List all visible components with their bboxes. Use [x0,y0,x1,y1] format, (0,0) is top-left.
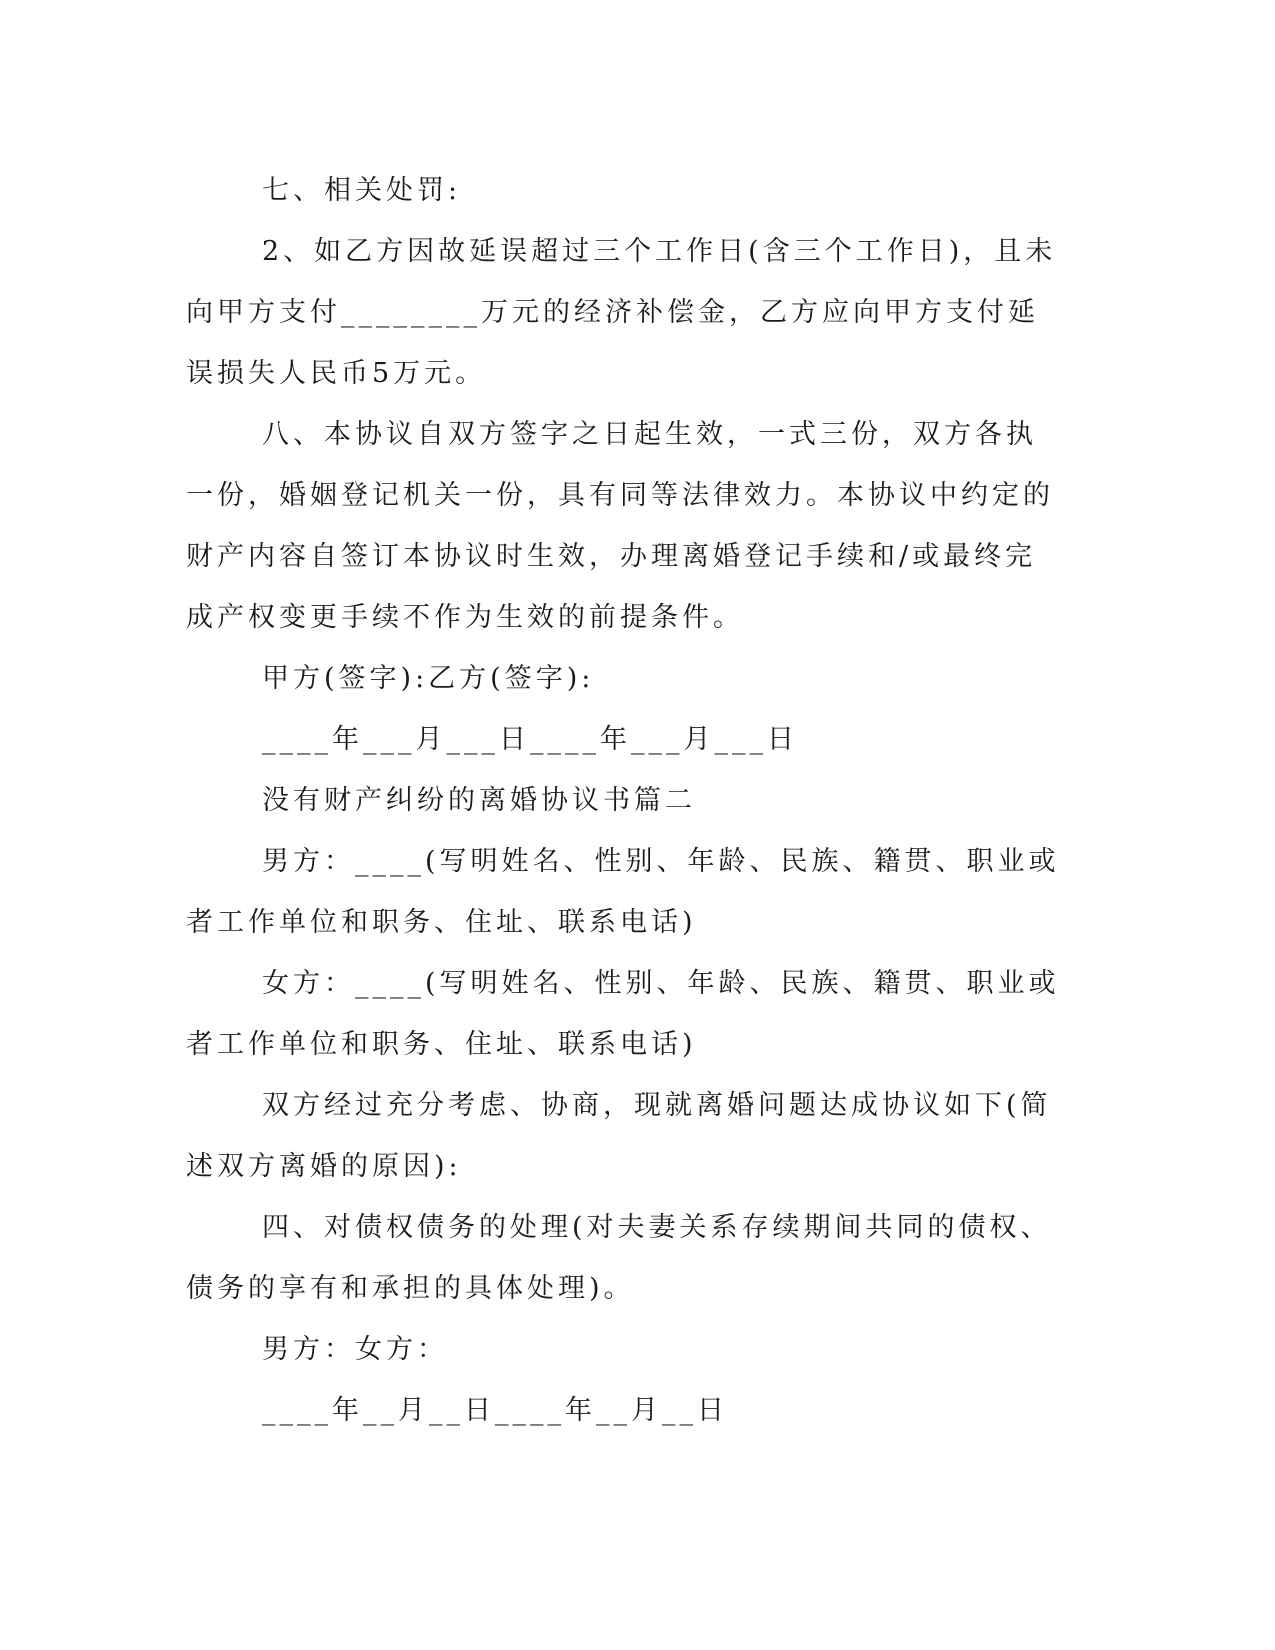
signature-line-parties: 甲方(签字):乙方(签字): [262,663,595,694]
male-party-info: 男方：____(写明姓名、性别、年龄、民族、籍贯、职业或者工作单位和职务、住址、联系电话) [186,846,1060,938]
clause-delay-penalty: 2、如乙方因故延误超过三个工作日(含三个工作日)，且未向甲方支付________万元的经济补偿金，乙方应向甲方支付延误损失人民币5万元。 [186,236,1057,389]
section-seven-heading: 七、相关处罚: [262,175,462,206]
section-four-debts: 四、对债权债务的处理(对夫妻关系存续期间共同的债权、债务的享有和承担的具体处理)。 [186,1212,1052,1304]
signature-line-male-female: 男方：女方： [262,1334,448,1365]
document-body [186,160,1066,1441]
female-party-info: 女方：____(写明姓名、性别、年龄、民族、籍贯、职业或者工作单位和职务、住址、联系电话) [186,968,1060,1060]
date-line-parties: ____年___月___日____年___月___日 [262,724,798,755]
section-eight-effect: 八、本协议自双方签字之日起生效，一式三份，双方各执一份，婚姻登记机关一份，具有同等法律效力。本协议中约定的财产内容自签订本协议时生效，办理离婚登记手续和/或最终完成产权变更手续不作为生效的前提条件。 [186,419,1054,633]
date-line-male-female: ____年__月__日____年__月__日 [262,1395,728,1426]
agreement-preamble: 双方经过充分考虑、协商，现就离婚问题达成协议如下(简述双方离婚的原因): [186,1090,1052,1182]
section-title-part-two: 没有财产纠纷的离婚协议书篇二 [262,785,696,816]
